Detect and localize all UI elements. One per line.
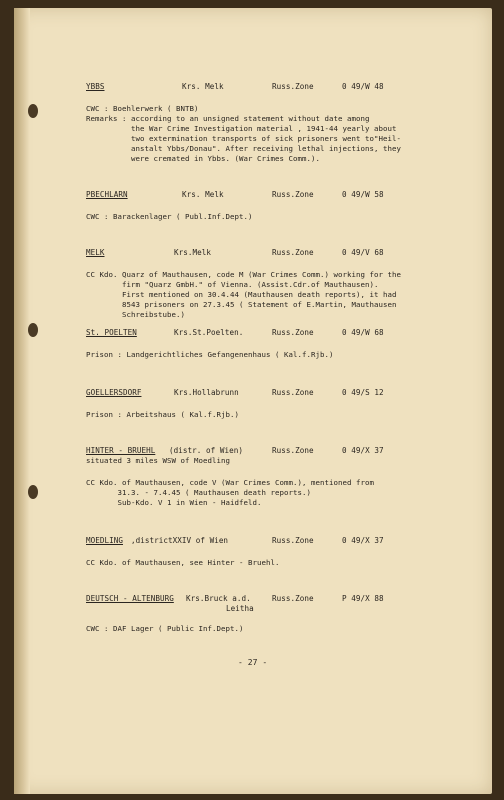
binding-spine [14, 8, 30, 794]
entry-line: CC Kdo. of Mauthausen, code V (War Crimes Comm.), mentioned from [86, 478, 374, 487]
district: (distr. of Wien) [169, 446, 243, 455]
entry-line: First mentioned on 30.4.44 (Mauthausen death reports), it had [86, 290, 397, 299]
entry-line: firm "Quarz GmbH." of Vienna. (Assist.Cdr.of Mauthausen). [86, 280, 379, 289]
entry-line: CWC : Barackenlager ( Publ.Inf.Dept.) [86, 212, 253, 221]
binder-hole [28, 485, 38, 499]
entry-line: 31.3. - 7.4.45 ( Mauthausen death reports.) [86, 488, 311, 497]
zone: Russ.Zone [272, 446, 314, 455]
entry-line: anstalt Ybbs/Donau". After receiving lethal injections, they [86, 144, 401, 153]
reference-code: 0 49/V 68 [342, 248, 384, 257]
reference-code: 0 49/W 48 [342, 82, 384, 91]
entry-line: CWC : DAF Lager ( Public Inf.Dept.) [86, 624, 244, 633]
entry-line: CC Kdo. of Mauthausen, see Hinter - Bruehl. [86, 558, 280, 567]
district: Krs. Melk [182, 190, 224, 199]
district: Krs.St.Poelten. [174, 328, 244, 337]
zone: Russ.Zone [272, 594, 314, 603]
district: ,districtXXIV of Wien [131, 536, 229, 545]
page-number: - 27 - [238, 658, 268, 667]
district: Krs.Bruck a.d. [186, 594, 251, 603]
reference-code: 0 49/W 58 [342, 190, 384, 199]
place-name: HINTER - BRUEHL [86, 446, 156, 455]
zone: Russ.Zone [272, 248, 314, 257]
entry-line: Sub-Kdo. V 1 in Wien - Haidfeld. [86, 498, 262, 507]
entry-line: Prison : Landgerichtliches Gefangenenhaus ( Kal.f.Rjb.) [86, 350, 334, 359]
place-name: MOEDLING [86, 536, 123, 545]
binder-hole [28, 323, 38, 337]
reference-code: P 49/X 88 [342, 594, 384, 603]
zone: Russ.Zone [272, 82, 314, 91]
district: Krs.Melk [174, 248, 211, 257]
reference-code: 0 49/X 37 [342, 536, 384, 545]
entry-line: CC Kdo. Quarz of Mauthausen, code M (War Crimes Comm.) working for the [86, 270, 401, 279]
document-page [14, 8, 492, 794]
entry-line: Remarks : according to an unsigned statement without date among [86, 114, 370, 123]
place-name: GOELLERSDORF [86, 388, 142, 397]
zone: Russ.Zone [272, 190, 314, 199]
location-note: situated 3 miles WSW of Moedling [86, 456, 230, 465]
district: Krs.Hollabrunn [174, 388, 239, 397]
place-name: DEUTSCH - ALTENBURG [86, 594, 174, 603]
entry-line: 8543 prisoners on 27.3.45 ( Statement of E.Martin, Mauthausen [86, 300, 397, 309]
entry-line: CWC : Boehlerwerk ( BNTB) [86, 104, 199, 113]
entry-line: the War Crime Investigation material , 1941-44 yearly about [86, 124, 397, 133]
district: Krs. Melk [182, 82, 224, 91]
zone: Russ.Zone [272, 328, 314, 337]
binder-hole [28, 104, 38, 118]
reference-code: 0 49/X 37 [342, 446, 384, 455]
reference-code: 0 49/S 12 [342, 388, 384, 397]
place-name: YBBS [86, 82, 105, 91]
place-name: MELK [86, 248, 105, 257]
zone: Russ.Zone [272, 388, 314, 397]
zone: Russ.Zone [272, 536, 314, 545]
entry-line: Prison : Arbeitshaus ( Kal.f.Rjb.) [86, 410, 239, 419]
entry-line: Schreibstube.) [86, 310, 185, 319]
reference-code: 0 49/W 68 [342, 328, 384, 337]
district-continued: Leitha [226, 604, 254, 613]
place-name: St. POELTEN [86, 328, 137, 337]
place-name: PBECHLARN [86, 190, 128, 199]
entry-line: were cremated in Ybbs. (War Crimes Comm.). [86, 154, 320, 163]
entry-line: two extermination transports of sick prisoners went to"Heil- [86, 134, 401, 143]
